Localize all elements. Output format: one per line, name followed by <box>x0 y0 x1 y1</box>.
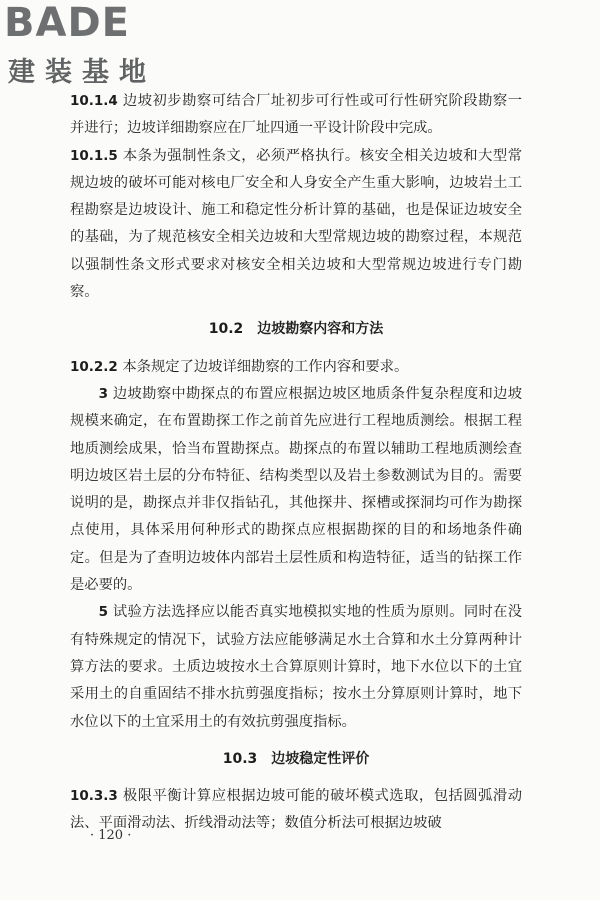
clause-number: 10.1.5 <box>70 147 118 164</box>
section-number: 10.3 <box>222 750 258 767</box>
clause-number: 10.3.3 <box>70 788 118 805</box>
clause-text: 极限平衡计算应根据边坡可能的破坏模式选取，包括圆弧滑动法、平面滑动法、折线滑动法等；数值分析法可根据边坡破 <box>70 788 523 832</box>
item-5 <box>70 599 522 735</box>
page-body <box>70 88 522 838</box>
section-heading-10-3 <box>70 746 522 773</box>
clause-number: 10.1.4 <box>70 93 118 109</box>
item-text: 试验方法选择应以能否真实地模拟实地的性质为原则。同时在没有特殊规定的情况下，试验方法应能够满足水土合算和水土分算两种计算方法的要求。土质边坡按水土合算原则计算时，地下水位以下的土宜采用土的自重固结不排水抗剪强度指标；按水土分算原则计算时，地下水位以下的土宜采用土的有效抗剪强度指标。 <box>70 604 522 730</box>
clause-text: 本条为强制性条文，必须严格执行。核安全相关边坡和大型常规边坡的破坏可能对核电厂安全和人身安全产生重大影响，边坡岩土工程勘察是边坡设计、施工和稳定性分析计算的基础，也是保证边坡安全的基础，为了规范核安全相关边坡和大型常规边坡的勘察过程，本规范以强制性条文形式要求对核安全相关边坡和大型常规边坡进行专门勘察。 <box>70 147 523 301</box>
clause-number: 10.2.2 <box>70 358 118 375</box>
bade-logo <box>4 0 174 90</box>
clause-text: 本条规定了边坡详细勘察的工作内容和要求。 <box>122 358 409 375</box>
item-text: 边坡勘察中勘探点的布置应根据边坡区地质条件复杂程度和边坡规模来确定，在布置勘探工作之前首先应进行工程地质测绘。根据工程地质测绘成果，恰当布置勘探点。勘探点的布置以辅助工程地质测绘查明边坡区岩土层的分布特征、结构类型以及岩土参数测试为目的。需要说明的是，勘探点并非仅指钻孔，其他探井、探槽或探洞均可作为勘探点使用，具体采用何种形式的勘探点应根据勘探的目的和场地条件确定。但是为了查明边坡体内部岩土层性质和构造特征，适当的钻探工作是必要的。 <box>70 385 522 594</box>
logo-wordmark: BADE <box>4 0 130 46</box>
section-title: 边坡稳定性评价 <box>271 750 370 767</box>
clause-10-1-4 <box>70 88 522 143</box>
item-number: 5 <box>98 604 108 621</box>
section-title: 边坡勘察内容和方法 <box>257 321 384 338</box>
clause-10-1-5 <box>70 143 522 307</box>
item-number: 3 <box>98 385 108 402</box>
clause-10-3-3 <box>70 783 522 838</box>
clause-text: 边坡初步勘察可结合厂址初步可行性或可行性研究阶段勘察一并进行；边坡详细勘察应在厂址四通一平设计阶段中完成。 <box>70 93 523 137</box>
item-3 <box>70 381 522 599</box>
page-number: · 120 · <box>90 828 132 843</box>
clause-10-2-2 <box>70 354 522 381</box>
section-heading-10-2 <box>70 316 522 343</box>
section-number: 10.2 <box>208 321 244 338</box>
logo-chinese-text: 建装基地 <box>8 57 156 88</box>
